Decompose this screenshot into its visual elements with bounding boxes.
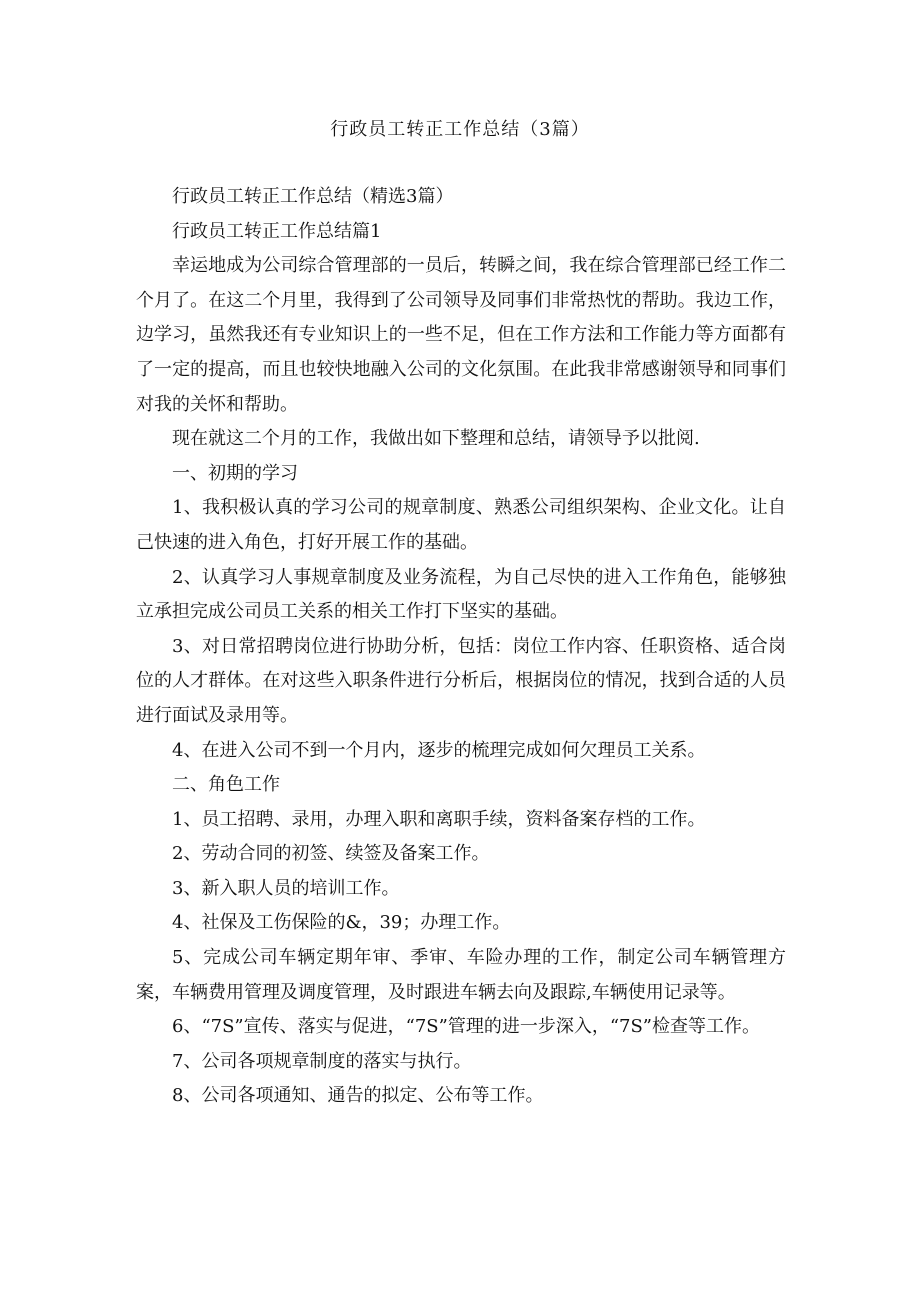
- heading-initial-learning: 一、初期的学习: [172, 462, 298, 484]
- role-item-7: 7、公司各项规章制度的落实与执行。: [172, 1050, 472, 1072]
- subtitle: 行政员工转正工作总结（精选3篇）: [172, 186, 454, 207]
- role-item-5: 5、完成公司车辆定期年审、季审、车险办理的工作，制定公司车辆管理方案，车辆费用管理及调度管理，及时跟进车辆去向及跟踪,车辆使用记录等。: [136, 947, 786, 1003]
- summary-intro-paragraph: 现在就这二个月的工作，我做出如下整理和总结，请领导予以批阅.: [172, 428, 700, 450]
- role-item-2: 2、劳动合同的初签、续签及备案工作。: [172, 843, 490, 865]
- learning-item-1: 1、我积极认真的学习公司的规章制度、熟悉公司组织架构、企业文化。让自己快速的进入角色，打好开展工作的基础。: [136, 497, 786, 553]
- role-item-3: 3、新入职人员的培训工作。: [172, 877, 400, 899]
- heading-role-work: 二、角色工作: [172, 774, 280, 796]
- role-item-6: 6、“7S”宣传、落实与促进，“7S”管理的进一步深入，“7S”检查等工作。: [172, 1016, 761, 1038]
- intro-paragraph: 幸运地成为公司综合管理部的一员后，转瞬之间，我在综合管理部已经工作二个月了。在这二个月里，我得到了公司领导及同事们非常热忱的帮助。我边工作，边学习，虽然我还有专业知识上的一些不足，但在工作方法和工作能力等方面都有了一定的提高，而且也较快地融入公司的文化氛围。在此我非常感谢领导和同事们对我的关怀和帮助。: [136, 255, 786, 415]
- document-body: [136, 180, 786, 1114]
- role-item-1: 1、员工招聘、录用，办理入职和离职手续，资料备案存档的工作。: [172, 808, 706, 830]
- role-item-4: 4、社保及工伤保险的&，39；办理工作。: [172, 912, 511, 934]
- learning-item-2: 2、认真学习人事规章制度及业务流程，为自己尽快的进入工作角色，能够独立承担完成公司员工关系的相关工作打下坚实的基础。: [136, 566, 786, 623]
- section-heading-part1: 行政员工转正工作总结篇1: [172, 220, 382, 242]
- document-title: 行政员工转正工作总结（3篇）: [330, 119, 590, 140]
- role-item-8: 8、公司各项通知、通告的拟定、公布等工作。: [172, 1085, 544, 1107]
- learning-item-4: 4、在进入公司不到一个月内，逐步的梳理完成如何欠理员工关系。: [172, 739, 706, 761]
- learning-item-3: 3、对日常招聘岗位进行协助分析，包括：岗位工作内容、任职资格、适合岗位的人才群体。在对这些入职条件进行分析后，根据岗位的情况，找到合适的人员进行面试及录用等。: [136, 635, 786, 726]
